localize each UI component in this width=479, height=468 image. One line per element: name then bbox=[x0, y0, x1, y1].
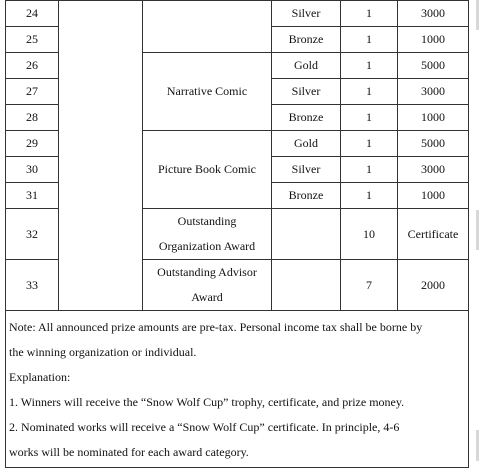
prize-amount: 3000 bbox=[398, 1, 469, 27]
notes-row bbox=[6, 311, 469, 468]
note-line: the winning organization or individual. bbox=[9, 345, 197, 359]
quantity: 1 bbox=[341, 27, 398, 53]
category-cell-blank bbox=[143, 1, 272, 53]
award-level: Bronze bbox=[272, 183, 341, 209]
award-name-advisor bbox=[143, 260, 272, 311]
award-level-blank bbox=[272, 209, 341, 260]
prize-amount: 5000 bbox=[398, 131, 469, 157]
category-picture-book-comic: Picture Book Comic bbox=[143, 131, 272, 209]
award-level: Bronze bbox=[272, 105, 341, 131]
row-number: 31 bbox=[6, 183, 59, 209]
prize-amount: 1000 bbox=[398, 105, 469, 131]
category-narrative-comic: Narrative Comic bbox=[143, 53, 272, 131]
quantity: 1 bbox=[341, 105, 398, 131]
notes-cell bbox=[6, 311, 469, 468]
table-row bbox=[6, 1, 469, 27]
prize-amount: 2000 bbox=[398, 260, 469, 311]
document-page bbox=[5, 0, 470, 461]
row-number: 29 bbox=[6, 131, 59, 157]
quantity: 7 bbox=[341, 260, 398, 311]
award-level: Gold bbox=[272, 53, 341, 79]
award-name-line: Award bbox=[191, 290, 223, 304]
row-number: 25 bbox=[6, 27, 59, 53]
prize-amount: 3000 bbox=[398, 79, 469, 105]
quantity: 1 bbox=[341, 53, 398, 79]
row-number: 33 bbox=[6, 260, 59, 311]
blank-merged-cell bbox=[59, 1, 143, 311]
row-number: 26 bbox=[6, 53, 59, 79]
award-name-line: Outstanding bbox=[177, 214, 237, 228]
prize-amount: 1000 bbox=[398, 27, 469, 53]
quantity: 1 bbox=[341, 183, 398, 209]
prize-amount: 5000 bbox=[398, 53, 469, 79]
quantity: 10 bbox=[341, 209, 398, 260]
row-number: 28 bbox=[6, 105, 59, 131]
award-name-organization bbox=[143, 209, 272, 260]
row-number: 32 bbox=[6, 209, 59, 260]
award-level: Silver bbox=[272, 79, 341, 105]
quantity: 1 bbox=[341, 131, 398, 157]
award-level: Silver bbox=[272, 1, 341, 27]
row-number: 30 bbox=[6, 157, 59, 183]
note-line: works will be nominated for each award category. bbox=[9, 445, 249, 459]
award-name-line: Outstanding Advisor bbox=[157, 265, 257, 279]
award-name-line: Organization Award bbox=[158, 239, 256, 253]
award-level-blank bbox=[272, 260, 341, 311]
awards-table bbox=[5, 0, 469, 468]
prize-amount: Certificate bbox=[398, 209, 469, 260]
quantity: 1 bbox=[341, 1, 398, 27]
quantity: 1 bbox=[341, 157, 398, 183]
row-number: 27 bbox=[6, 79, 59, 105]
row-number: 24 bbox=[6, 1, 59, 27]
award-level: Bronze bbox=[272, 27, 341, 53]
note-line: 1. Winners will receive the “Snow Wolf Cup” trophy, certificate, and prize money. bbox=[9, 395, 405, 409]
note-line: Note: All announced prize amounts are pre-tax. Personal income tax shall be borne by bbox=[9, 320, 423, 334]
prize-amount: 3000 bbox=[398, 157, 469, 183]
note-line: 2. Nominated works will receive a “Snow Wolf Cup” certificate. In principle, 4-6 bbox=[9, 420, 400, 434]
note-line: Explanation: bbox=[9, 370, 71, 384]
quantity: 1 bbox=[341, 79, 398, 105]
award-level: Silver bbox=[272, 157, 341, 183]
prize-amount: 1000 bbox=[398, 183, 469, 209]
award-level: Gold bbox=[272, 131, 341, 157]
